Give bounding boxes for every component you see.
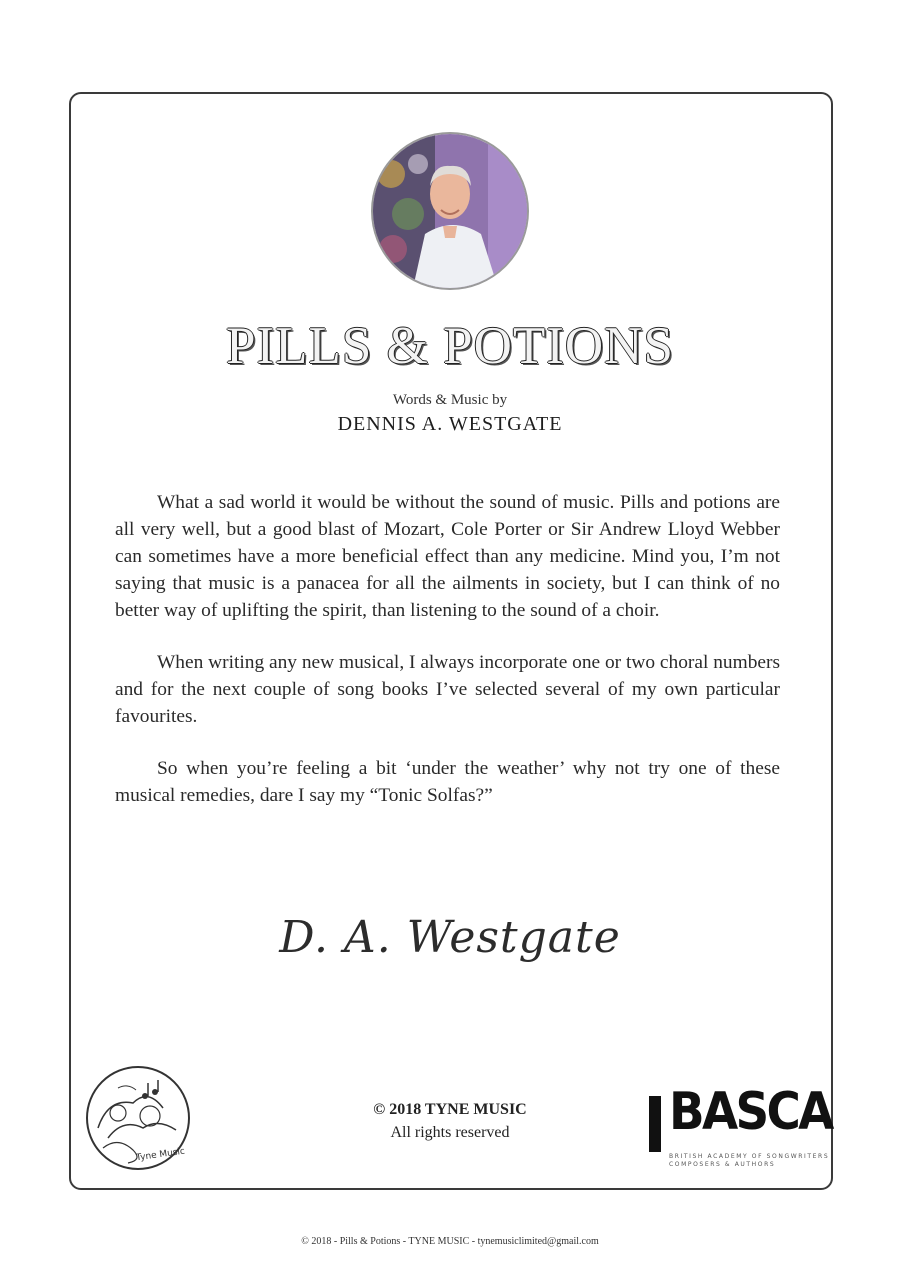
basca-tagline-2: COMPOSERS & AUTHORS bbox=[669, 1161, 776, 1168]
portrait-image bbox=[373, 134, 527, 288]
composer-portrait bbox=[371, 132, 529, 290]
song-title: PILLS & POTIONS bbox=[226, 317, 674, 375]
basca-tagline-1: BRITISH ACADEMY OF SONGWRITERS bbox=[669, 1153, 830, 1160]
copyright-line: © 2018 TYNE MUSIC bbox=[373, 1101, 527, 1118]
basca-wordmark: BASCA bbox=[669, 1082, 832, 1142]
tyne-logo-text: Tyne Music bbox=[135, 1146, 186, 1164]
basca-bar-icon bbox=[649, 1096, 661, 1152]
page-footer: © 2018 - Pills & Potions - TYNE MUSIC - tynemusiclimited@gmail.com bbox=[301, 1236, 599, 1247]
composer-name: DENNIS A. WESTGATE bbox=[337, 413, 563, 435]
paragraph: So when you’re feeling a bit ‘under the weather’ why not try one of these musical remedies, dare I say my “Tonic Solfas?” bbox=[115, 758, 780, 806]
signature: D. A. Westgate bbox=[279, 912, 621, 963]
paragraph: What a sad world it would be without the sound of music. Pills and potions are all very well, but a good blast of Mozart, Cole Porter or Sir Andrew Lloyd Webber can sometimes have a more beneficial effect than any medicine. Mind you, I’m not saying that music is a panacea for all the ailments in society, but I can think of no better way of uplifting the spirit, than listening to the sound of a choir. bbox=[115, 492, 780, 621]
foreword-text bbox=[115, 489, 780, 834]
basca-logo bbox=[649, 1082, 832, 1170]
rights-line: All rights reserved bbox=[390, 1124, 510, 1141]
paragraph: When writing any new musical, I always incorporate one or two choral numbers and for the next couple of song books I’ve selected several of my own particular favourites. bbox=[115, 652, 780, 727]
byline: Words & Music by bbox=[392, 392, 508, 408]
